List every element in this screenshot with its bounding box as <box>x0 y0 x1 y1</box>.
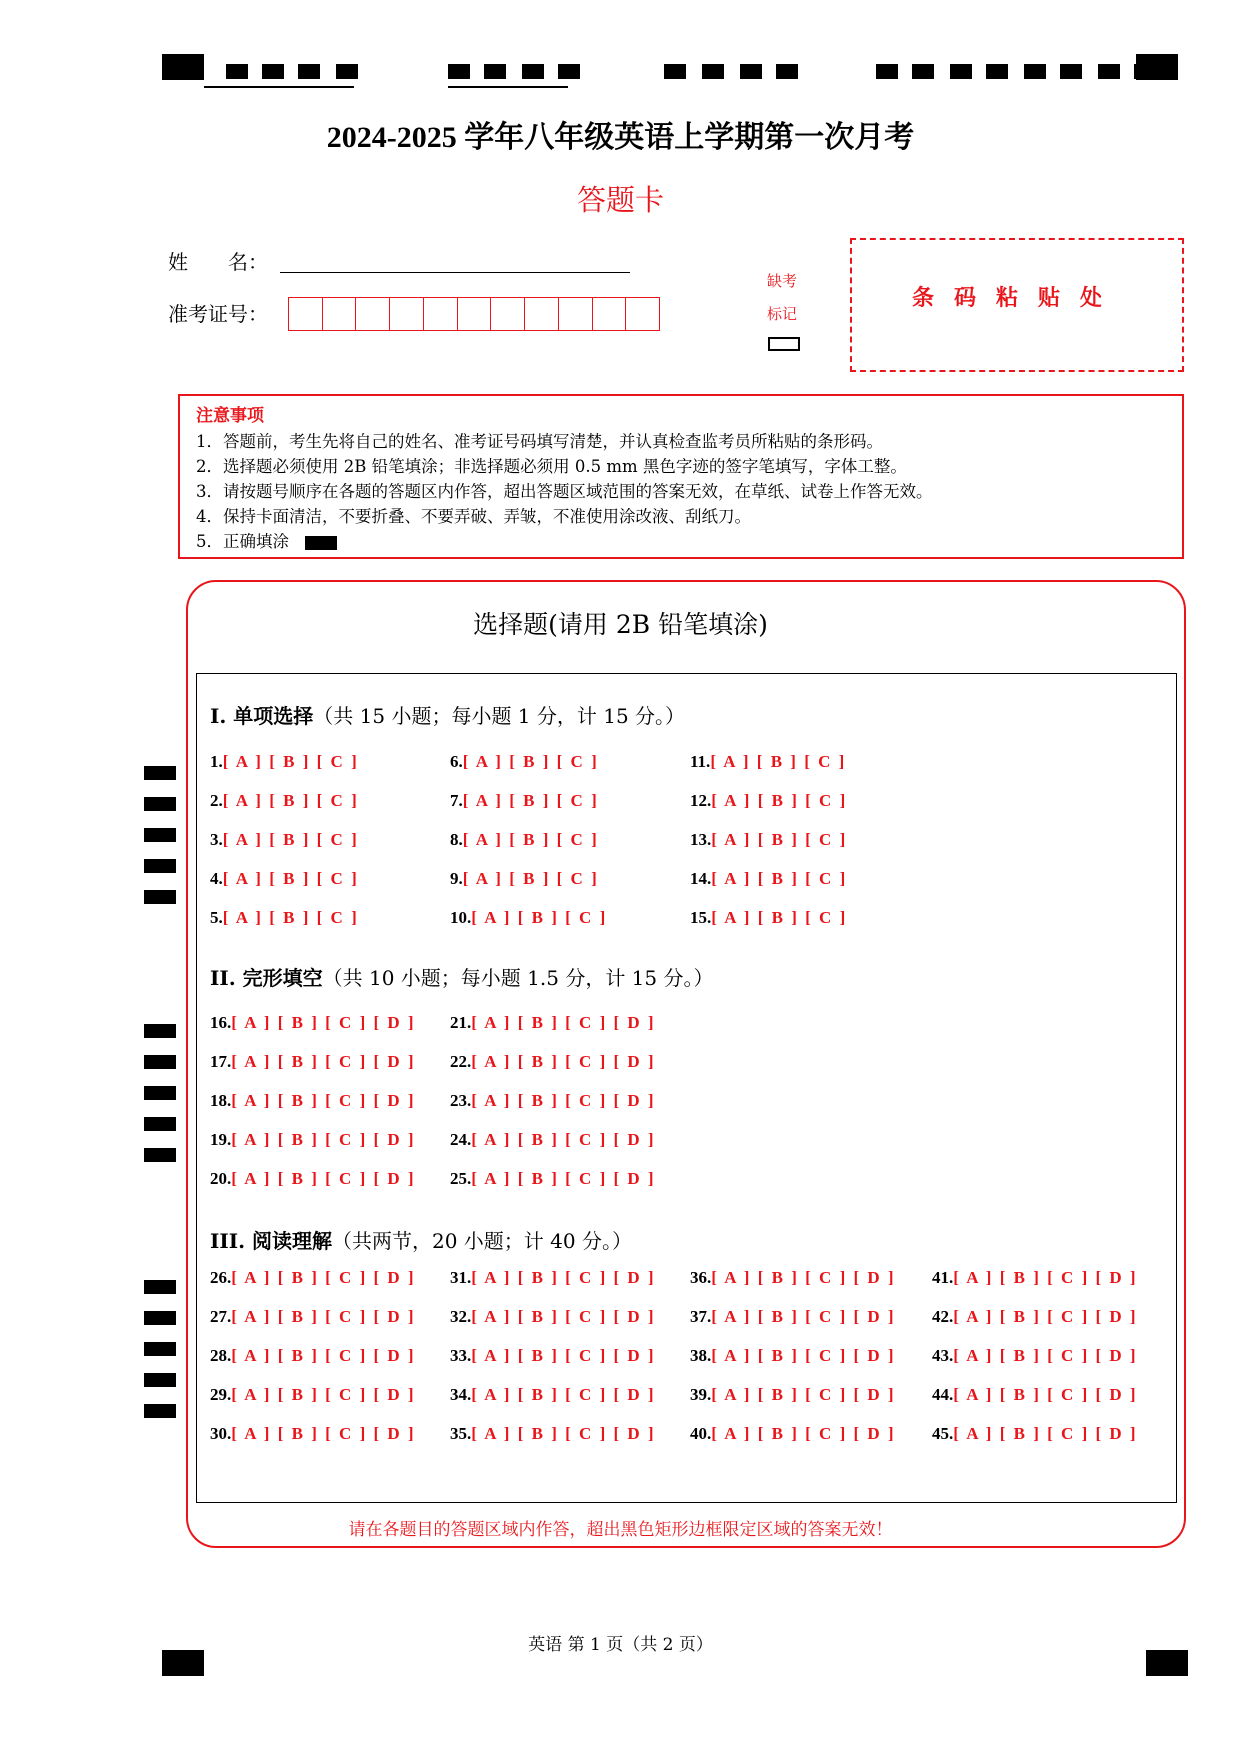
question-number: 36. <box>690 1268 712 1287</box>
question-item[interactable] <box>210 752 359 772</box>
answer-options[interactable]: [ A ] [ B ] [ C ] <box>222 830 359 849</box>
answer-options[interactable]: [ A ] [ B ] [ C ] <box>710 752 847 771</box>
answer-options[interactable]: [ A ] [ B ] [ C ] [ D ] <box>471 1346 656 1365</box>
answer-options[interactable]: [ A ] [ B ] [ C ] <box>462 752 599 771</box>
answer-options[interactable]: [ A ] [ B ] [ C ] [ D ] <box>231 1385 416 1404</box>
question-number: 42. <box>932 1307 954 1326</box>
question-item[interactable] <box>210 791 359 811</box>
question-number: 35. <box>450 1424 472 1443</box>
absent-label-line2: 标记 <box>766 305 797 323</box>
question-number: 2. <box>210 791 223 810</box>
question-item[interactable] <box>690 1268 896 1288</box>
answer-options[interactable]: [ A ] [ B ] [ C ] <box>462 791 599 810</box>
question-item[interactable] <box>932 1268 1138 1288</box>
answer-options[interactable]: [ A ] [ B ] [ C ] <box>711 869 848 888</box>
name-field[interactable] <box>280 272 630 273</box>
answer-options[interactable]: [ A ] [ B ] [ C ] [ D ] <box>231 1130 416 1149</box>
notice-item: 3．请按题号顺序在各题的答题区内作答，超出答题区域范围的答案无效，在草纸、试卷上作答无效。 <box>196 482 933 501</box>
answer-options[interactable]: [ A ] [ B ] [ C ] [ D ] <box>231 1091 416 1110</box>
answer-options[interactable]: [ A ] [ B ] [ C ] [ D ] <box>711 1385 896 1404</box>
answer-options[interactable]: [ A ] [ B ] [ C ] [ D ] <box>711 1424 896 1443</box>
absent-mark-box[interactable] <box>768 337 800 351</box>
id-cell[interactable] <box>289 298 323 330</box>
question-number: 22. <box>450 1052 472 1071</box>
timing-mark-top <box>664 64 686 79</box>
timing-mark-left <box>144 1117 176 1131</box>
timing-mark-top <box>1060 64 1082 79</box>
timing-mark-bottom <box>162 1650 204 1676</box>
timing-mark-left <box>144 1311 176 1325</box>
question-item[interactable] <box>690 752 846 772</box>
timing-mark-left <box>144 1148 176 1162</box>
question-number: 14. <box>690 869 712 888</box>
timing-mark-left <box>144 1404 176 1418</box>
answer-options[interactable]: [ A ] [ B ] [ C ] [ D ] <box>711 1307 896 1326</box>
section-title: III. 阅读理解 <box>210 1229 332 1253</box>
question-item[interactable] <box>210 1091 416 1111</box>
answer-options[interactable]: [ A ] [ B ] [ C ] <box>711 830 848 849</box>
question-number: 19. <box>210 1130 232 1149</box>
question-item[interactable] <box>210 1307 416 1327</box>
question-number: 31. <box>450 1268 472 1287</box>
notice-box <box>178 394 1184 559</box>
timing-mark-top <box>484 64 506 79</box>
timing-mark-top <box>298 64 320 79</box>
answer-options[interactable]: [ A ] [ B ] [ C ] [ D ] <box>231 1346 416 1365</box>
question-item[interactable] <box>690 830 847 850</box>
question-number: 21. <box>450 1013 472 1032</box>
question-number: 1. <box>210 752 223 771</box>
fill-sample-mark <box>305 536 337 550</box>
id-cell[interactable] <box>424 298 458 330</box>
answer-area-warning: 请在各题目的答题区域内作答，超出黑色矩形边框限定区域的答案无效！ <box>348 1520 893 1540</box>
answer-options[interactable]: [ A ] [ B ] [ C ] <box>711 908 848 927</box>
question-item[interactable] <box>450 752 599 772</box>
id-label: 准考证号： <box>168 302 268 326</box>
question-number: 8. <box>450 830 463 849</box>
question-item[interactable] <box>210 1385 416 1405</box>
timing-mark-top <box>1136 54 1178 80</box>
section-heading <box>210 700 685 729</box>
question-item[interactable] <box>450 1307 656 1327</box>
question-number: 25. <box>450 1169 472 1188</box>
answer-options[interactable]: [ A ] [ B ] [ C ] [ D ] <box>471 1307 656 1326</box>
question-number: 5. <box>210 908 223 927</box>
timing-mark-left <box>144 890 176 904</box>
id-cell[interactable] <box>525 298 559 330</box>
question-item[interactable] <box>450 1130 656 1150</box>
barcode-label: 条码粘贴处 <box>911 285 1122 311</box>
timing-mark-left <box>144 1373 176 1387</box>
answer-options[interactable]: [ A ] [ B ] [ C ] [ D ] <box>471 1130 656 1149</box>
timing-mark-top <box>226 64 248 79</box>
question-item[interactable] <box>690 791 847 811</box>
timing-mark-left <box>144 797 176 811</box>
answer-options[interactable]: [ A ] [ B ] [ C ] [ D ] <box>231 1424 416 1443</box>
answer-options[interactable]: [ A ] [ B ] [ C ] [ D ] <box>953 1385 1138 1404</box>
answer-options[interactable]: [ A ] [ B ] [ C ] <box>462 830 599 849</box>
question-item[interactable] <box>932 1385 1138 1405</box>
answer-options[interactable]: [ A ] [ B ] [ C ] [ D ] <box>231 1169 416 1188</box>
question-number: 38. <box>690 1346 712 1365</box>
notice-item: 2．选择题必须使用 2B 铅笔填涂；非选择题必须用 0.5 mm 黑色字迹的签字笔填写，字体工整。 <box>196 457 907 476</box>
section-heading <box>210 962 714 991</box>
question-item[interactable] <box>450 908 607 928</box>
question-number: 13. <box>690 830 712 849</box>
id-cell[interactable] <box>323 298 357 330</box>
timing-mark-top <box>950 64 972 79</box>
id-cell[interactable] <box>390 298 424 330</box>
answer-options[interactable]: [ A ] [ B ] [ C ] [ D ] <box>953 1268 1138 1287</box>
question-item[interactable] <box>450 1268 656 1288</box>
timing-mark-top <box>876 64 898 79</box>
timing-mark-top <box>522 64 544 79</box>
question-number: 29. <box>210 1385 232 1404</box>
timing-mark-top <box>912 64 934 79</box>
timing-mark-left <box>144 1055 176 1069</box>
question-item[interactable] <box>210 1268 416 1288</box>
answer-options[interactable]: [ A ] [ B ] [ C ] [ D ] <box>231 1013 416 1032</box>
answer-options[interactable]: [ A ] [ B ] [ C ] <box>222 908 359 927</box>
question-number: 45. <box>932 1424 954 1443</box>
question-item[interactable] <box>450 830 599 850</box>
question-number: 39. <box>690 1385 712 1404</box>
question-number: 4. <box>210 869 223 888</box>
question-number: 40. <box>690 1424 712 1443</box>
timing-mark-left <box>144 859 176 873</box>
question-item[interactable] <box>450 1169 656 1189</box>
question-item[interactable] <box>210 1013 416 1033</box>
candidate-id-grid[interactable] <box>288 297 660 331</box>
question-item[interactable] <box>450 1052 656 1072</box>
question-item[interactable] <box>210 1346 416 1366</box>
question-item[interactable] <box>690 908 847 928</box>
question-number: 7. <box>450 791 463 810</box>
timing-mark-top <box>1024 64 1046 79</box>
question-item[interactable] <box>450 791 599 811</box>
timing-mark-top <box>448 64 470 79</box>
section-title: II. 完形填空 <box>210 966 323 990</box>
answer-options[interactable]: [ A ] [ B ] [ C ] <box>462 869 599 888</box>
timing-mark-bottom <box>1146 1650 1188 1676</box>
question-item[interactable] <box>690 1307 896 1327</box>
notice-item <box>196 529 1166 554</box>
answer-options[interactable]: [ A ] [ B ] [ C ] <box>222 752 359 771</box>
section-detail: （共 10 小题；每小题 1.5 分，计 15 分。） <box>322 966 714 990</box>
timing-mark-top <box>448 86 568 88</box>
answer-options[interactable]: [ A ] [ B ] [ C ] [ D ] <box>471 1169 656 1188</box>
question-item[interactable] <box>210 869 359 889</box>
question-number: 10. <box>450 908 472 927</box>
question-number: 34. <box>450 1385 472 1404</box>
question-number: 26. <box>210 1268 232 1287</box>
absent-mark-label <box>752 265 812 331</box>
question-number: 41. <box>932 1268 954 1287</box>
question-number: 27. <box>210 1307 232 1326</box>
id-cell[interactable] <box>593 298 627 330</box>
question-number: 17. <box>210 1052 232 1071</box>
section-heading <box>210 1225 632 1254</box>
answer-options[interactable]: [ A ] [ B ] [ C ] <box>222 869 359 888</box>
timing-mark-top <box>740 64 762 79</box>
timing-mark-top <box>262 64 284 79</box>
timing-mark-top <box>1098 64 1120 79</box>
question-number: 43. <box>932 1346 954 1365</box>
question-number: 37. <box>690 1307 712 1326</box>
question-item[interactable] <box>690 1385 896 1405</box>
answer-card-subtitle: 答题卡 <box>576 183 664 217</box>
question-number: 9. <box>450 869 463 888</box>
timing-mark-top <box>204 86 354 88</box>
timing-mark-left <box>144 1024 176 1038</box>
notice-item-text: 5．正确填涂 <box>196 532 289 551</box>
id-cell[interactable] <box>356 298 390 330</box>
question-item[interactable] <box>450 1385 656 1405</box>
answer-options[interactable]: [ A ] [ B ] [ C ] <box>222 791 359 810</box>
timing-mark-left <box>144 766 176 780</box>
question-number: 3. <box>210 830 223 849</box>
question-item[interactable] <box>210 830 359 850</box>
answer-options[interactable]: [ A ] [ B ] [ C ] [ D ] <box>231 1052 416 1071</box>
answer-options[interactable]: [ A ] [ B ] [ C ] [ D ] <box>953 1307 1138 1326</box>
answer-options[interactable]: [ A ] [ B ] [ C ] [ D ] <box>953 1424 1138 1443</box>
notice-title: 注意事项 <box>196 406 264 426</box>
answer-options[interactable]: [ A ] [ B ] [ C ] [ D ] <box>471 1268 656 1287</box>
barcode-area <box>850 238 1184 372</box>
question-item[interactable] <box>450 869 599 889</box>
answer-options[interactable]: [ A ] [ B ] [ C ] <box>471 908 608 927</box>
id-cell[interactable] <box>491 298 525 330</box>
question-number: 6. <box>450 752 463 771</box>
question-item[interactable] <box>450 1424 656 1444</box>
answer-options[interactable]: [ A ] [ B ] [ C ] [ D ] <box>471 1385 656 1404</box>
id-cell[interactable] <box>559 298 593 330</box>
question-item[interactable] <box>932 1307 1138 1327</box>
question-number: 18. <box>210 1091 232 1110</box>
question-number: 12. <box>690 791 712 810</box>
question-item[interactable] <box>932 1346 1138 1366</box>
section-detail: （共两节，20 小题；计 40 分。） <box>332 1229 632 1253</box>
answer-options[interactable]: [ A ] [ B ] [ C ] [ D ] <box>471 1424 656 1443</box>
section-detail: （共 15 小题；每小题 1 分，计 15 分。） <box>313 704 686 728</box>
answer-options[interactable]: [ A ] [ B ] [ C ] [ D ] <box>471 1091 656 1110</box>
answer-options[interactable]: [ A ] [ B ] [ C ] [ D ] <box>471 1052 656 1071</box>
page-footer: 英语 第 1 页（共 2 页） <box>528 1635 713 1655</box>
timing-mark-top <box>162 54 204 80</box>
question-item[interactable] <box>690 869 847 889</box>
question-item[interactable] <box>932 1424 1138 1444</box>
answer-options[interactable]: [ A ] [ B ] [ C ] [ D ] <box>231 1307 416 1326</box>
question-item[interactable] <box>210 908 359 928</box>
mcq-title: 选择题(请用 2B 铅笔填涂) <box>473 610 768 639</box>
timing-mark-left <box>144 828 176 842</box>
notice-item: 1．答题前，考生先将自己的姓名、准考证号码填写清楚，并认真检查监考员所粘贴的条形码。 <box>196 432 883 451</box>
timing-mark-top <box>702 64 724 79</box>
question-number: 16. <box>210 1013 232 1032</box>
timing-mark-top <box>776 64 798 79</box>
section-title: I. 单项选择 <box>210 704 314 728</box>
question-item[interactable] <box>210 1130 416 1150</box>
question-number: 11. <box>690 752 711 771</box>
timing-mark-left <box>144 1086 176 1100</box>
question-number: 44. <box>932 1385 954 1404</box>
question-number: 30. <box>210 1424 232 1443</box>
timing-mark-left <box>144 1280 176 1294</box>
question-number: 24. <box>450 1130 472 1149</box>
answer-options[interactable]: [ A ] [ B ] [ C ] [ D ] <box>471 1013 656 1032</box>
question-item[interactable] <box>450 1013 656 1033</box>
answer-options[interactable]: [ A ] [ B ] [ C ] [ D ] <box>231 1268 416 1287</box>
answer-options[interactable]: [ A ] [ B ] [ C ] <box>711 791 848 810</box>
question-item[interactable] <box>690 1346 896 1366</box>
id-cell[interactable] <box>626 298 659 330</box>
id-cell[interactable] <box>458 298 492 330</box>
question-item[interactable] <box>690 1424 896 1444</box>
page-title: 2024-2025 学年八年级英语上学期第一次月考 <box>326 121 915 154</box>
answer-options[interactable]: [ A ] [ B ] [ C ] [ D ] <box>711 1268 896 1287</box>
question-number: 32. <box>450 1307 472 1326</box>
question-number: 33. <box>450 1346 472 1365</box>
timing-mark-top <box>986 64 1008 79</box>
question-item[interactable] <box>210 1169 416 1189</box>
notice-item: 4．保持卡面清洁，不要折叠、不要弄破、弄皱，不准使用涂改液、刮纸刀。 <box>196 507 751 526</box>
answer-options[interactable]: [ A ] [ B ] [ C ] [ D ] <box>953 1346 1138 1365</box>
question-item[interactable] <box>210 1424 416 1444</box>
absent-label-line1: 缺考 <box>766 272 797 290</box>
question-item[interactable] <box>210 1052 416 1072</box>
question-number: 20. <box>210 1169 232 1188</box>
answer-options[interactable]: [ A ] [ B ] [ C ] [ D ] <box>711 1346 896 1365</box>
question-number: 15. <box>690 908 712 927</box>
timing-mark-top <box>336 64 358 79</box>
question-item[interactable] <box>450 1346 656 1366</box>
name-label: 姓 名： <box>168 250 268 274</box>
timing-mark-left <box>144 1342 176 1356</box>
question-number: 23. <box>450 1091 472 1110</box>
question-item[interactable] <box>450 1091 656 1111</box>
timing-mark-top <box>558 64 580 79</box>
question-number: 28. <box>210 1346 232 1365</box>
